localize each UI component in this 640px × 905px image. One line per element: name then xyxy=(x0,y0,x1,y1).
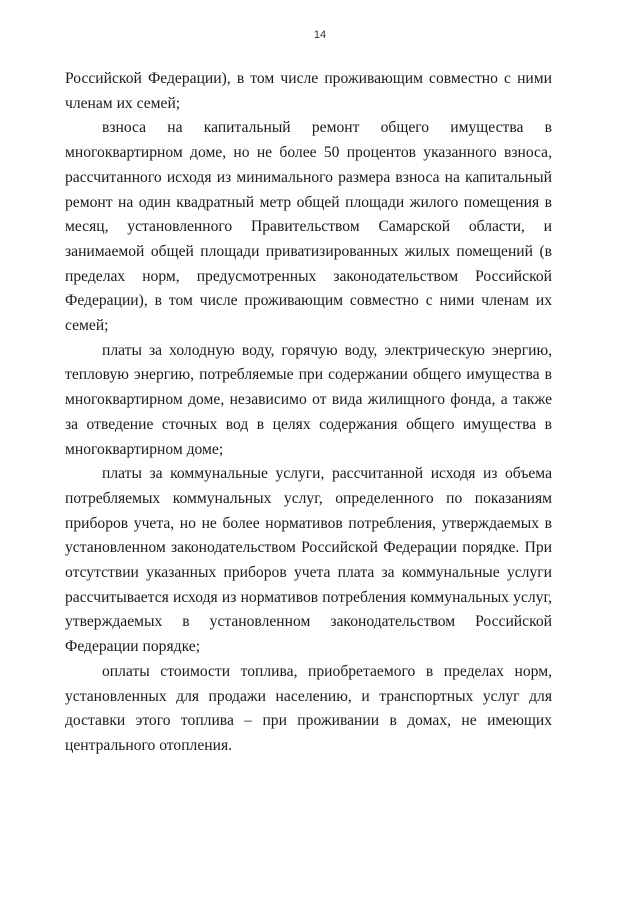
document-body xyxy=(65,67,552,759)
paragraph-communal-services: платы за коммунальные услуги, рассчитанной исходя из объема потребляемых коммунальных услуг, определенного по показаниям приборов учета, но не более нормативов потребления, утверждаемых в установленном законодательством Российской Федерации порядке. При отсутствии указанных приборов учета плата за коммунальные услуги рассчитывается исходя из нормативов потребления коммунальных услуг, утверждаемых в установленном законодательством Российской Федерации порядке; xyxy=(65,465,552,656)
paragraph-continuation: Российской Федерации), в том числе проживающим совместно с ними членам их семей; xyxy=(65,70,552,112)
page-number: 14 xyxy=(313,29,327,41)
paragraph-fuel-cost: оплаты стоимости топлива, приобретаемого в пределах норм, установленных для продажи населению, и транспортных услуг для доставки этого топлива – при проживании в домах, не имеющих центрального отопления. xyxy=(65,662,552,754)
paragraph-capital-repair-fee: взноса на капитальный ремонт общего имущества в многоквартирном доме, но не более 50 процентов указанного взноса, рассчитанного исходя из минимального размера взноса на капитальный ремонт на один квадратный метр общей площади жилого помещения в месяц, установленного Правительством Самарской области, и занимаемой общей площади приватизированных жилых помещений (в пределах норм, предусмотренных законодательством Российской Федерации), в том числе проживающим совместно с ними членам их семей; xyxy=(65,119,552,335)
paragraph-utilities-common-property: платы за холодную воду, горячую воду, электрическую энергию, тепловую энергию, потребляемые при содержании общего имущества в многоквартирном доме, независимо от вида жилищного фонда, а также за отведение сточных вод в целях содержания общего имущества в многоквартирном доме; xyxy=(65,341,552,458)
